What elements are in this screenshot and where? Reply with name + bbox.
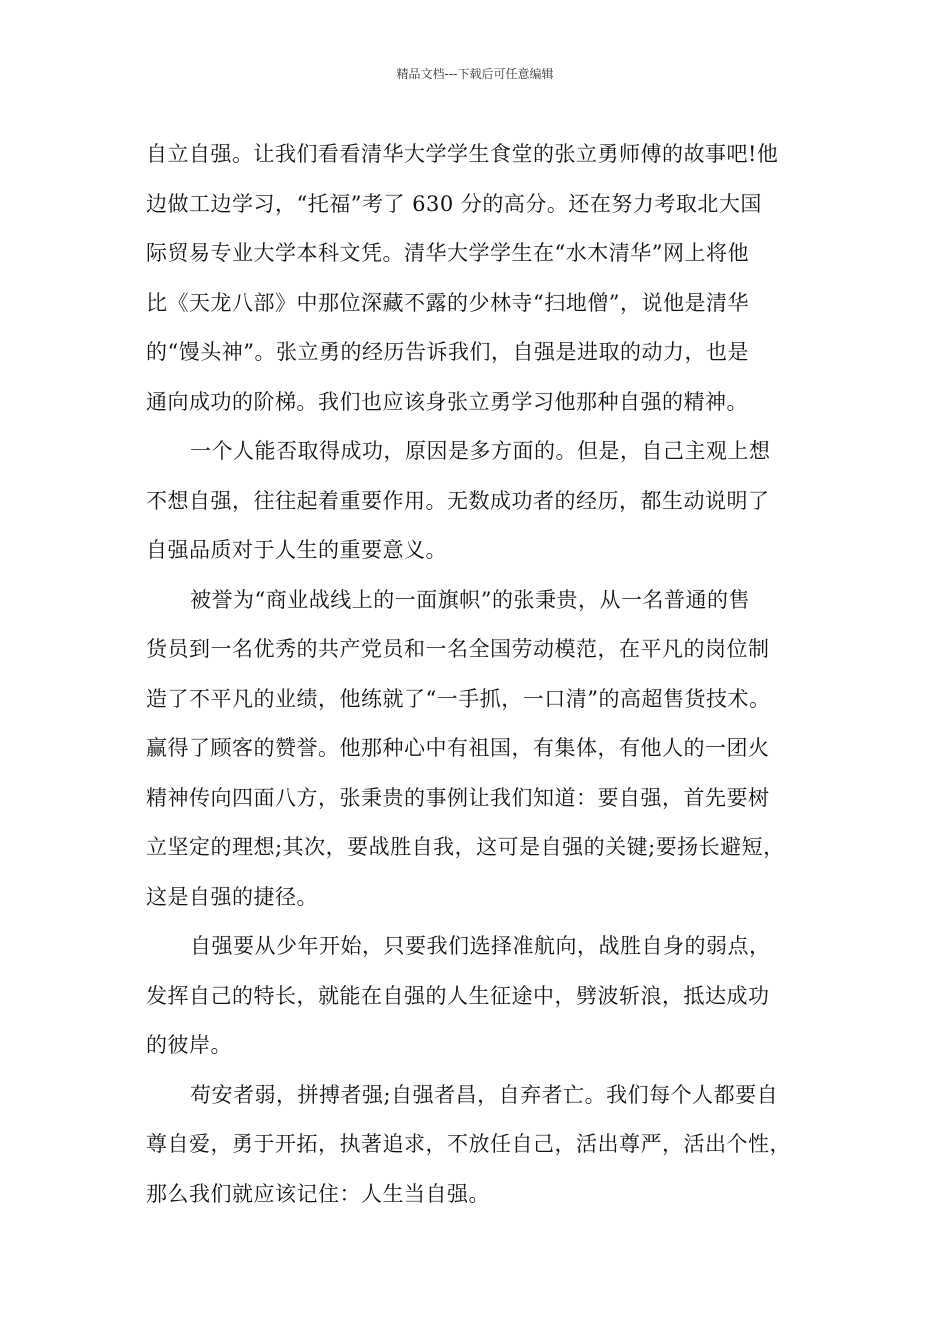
text-line: 尊自爱，勇于开拓，执著追求，不放任自己，活出尊严，活出个性， xyxy=(146,1132,791,1156)
text-line: 精神传向四面八方，张秉贵的事例让我们知道：要自强，首先要树 xyxy=(146,785,770,810)
text-line: 比《天龙八部》中那位深藏不露的少林寺“扫地僧”，说他是清华 xyxy=(146,290,749,315)
text-line: 货员到一名优秀的共产党员和一名全国劳动模范，在平凡的岗位制 xyxy=(146,637,770,661)
text-line: 一个人能否取得成功，原因是多方面的。但是，自己主观上想 xyxy=(190,439,771,463)
text-line: 自强要从少年开始，只要我们选择准航向，战胜自身的弱点， xyxy=(190,934,771,958)
paragraph-2 xyxy=(146,427,826,576)
text-line: 苟安者弱，拼搏者强;自强者昌，自弃者亡。我们每个人都要自 xyxy=(190,1082,779,1107)
text-line: 赢得了顾客的赞誉。他那种心中有祖国，有集体，有他人的一团火 xyxy=(146,736,770,760)
paragraph-5 xyxy=(146,1071,826,1220)
paragraph-3 xyxy=(146,576,826,923)
text-line: 边做工边学习，“托福”考了 630 分的高分。还在努力考取北大国 xyxy=(146,191,762,216)
paragraph-1 xyxy=(146,130,826,427)
document-body xyxy=(146,130,826,1219)
paragraph-4 xyxy=(146,922,826,1071)
text-line: 立坚定的理想;其次，要战胜自我，这可是自强的关键;要扬长避短， xyxy=(146,835,785,859)
text-line: 的“馒头神”。张立勇的经历告诉我们，自强是进取的动力，也是 xyxy=(146,340,749,364)
text-line: 自强品质对于人生的重要意义。 xyxy=(146,538,447,562)
text-line: 发挥自己的特长，就能在自强的人生征途中，劈波斩浪，抵达成功 xyxy=(146,983,770,1008)
text-line: 自立自强。让我们看看清华大学学生食堂的张立勇师傅的故事吧!他 xyxy=(146,142,779,166)
text-line: 被誉为“商业战线上的一面旗帜”的张秉贵，从一名普通的售 xyxy=(190,587,750,612)
text-line: 的彼岸。 xyxy=(146,1033,232,1057)
text-line: 造了不平凡的业绩，他练就了“一手抓，一口清”的高超售货技术。 xyxy=(146,686,771,711)
text-line: 不想自强，往往起着重要作用。无数成功者的经历，都生动说明了 xyxy=(146,488,770,513)
text-line: 通向成功的阶梯。我们也应该身张立勇学习他那种自强的精神。 xyxy=(146,389,748,414)
text-line: 这是自强的捷径。 xyxy=(146,884,318,909)
text-line: 那么我们就应该记住：人生当自强。 xyxy=(146,1181,490,1206)
page-header: 精品文档---下载后可任意编辑 xyxy=(396,67,554,81)
text-line: 际贸易专业大学本科文凭。清华大学学生在“水木清华”网上将他 xyxy=(146,241,749,265)
